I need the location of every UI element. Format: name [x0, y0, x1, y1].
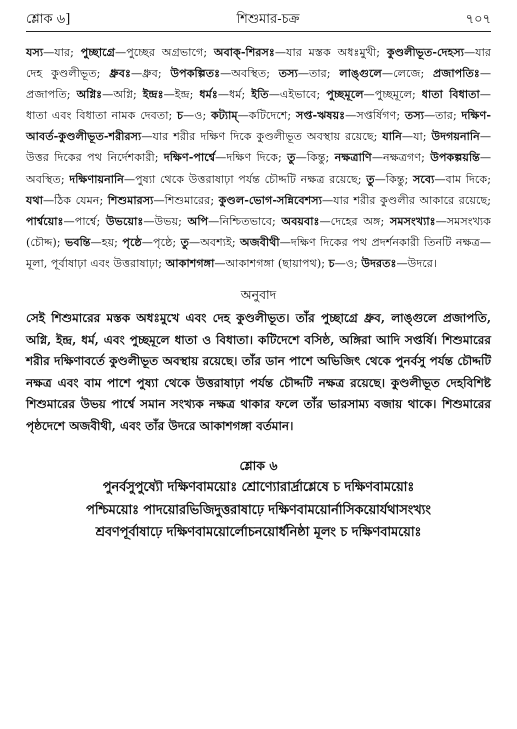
glossary-entry: দক্ষিণায়নানি—পুষ্যা থেকে উত্তরাষাঢ়া পর্যন্ত চৌদ্দটি নক্ষত্র রয়েছে	[69, 171, 358, 186]
glossary-term: ভবন্তি	[65, 234, 91, 249]
glossary-term: তু	[287, 150, 296, 165]
glossary-meaning: যার শরীর দক্ষিণ দিকে কুণ্ডলীভূত অবস্থায় রয়েছে	[152, 130, 374, 144]
glossary-meaning: প্রজাপতি	[26, 88, 67, 102]
glossary-meaning: দক্ষিণ দিকে	[226, 151, 278, 165]
glossary-term: সমসংখ্যাঃ	[389, 213, 436, 228]
verse-line: পুনর্বসুপুষ্যৌ দক্ষিণবাময়োঃ শ্রোণ্যোরার্দ্রাশ্লেষে চ দক্ষিণবাময়োঃ	[102, 480, 415, 496]
glossary-meaning: পৃষ্ঠে	[152, 235, 173, 249]
glossary-term: তু	[366, 171, 375, 186]
glossary-term: উদরতঃ	[361, 255, 397, 270]
glossary-term: শিশুমারস্য	[107, 192, 154, 207]
glossary-meaning: তার	[435, 109, 453, 123]
glossary-meaning: অবস্থিত	[26, 172, 61, 186]
glossary-meaning: যার দেহ কুণ্ডলীভূত	[26, 46, 492, 81]
glossary-term: পৃষ্ঠে	[122, 234, 142, 249]
glossary-term: লাঙ্গুলে	[339, 66, 382, 81]
glossary-term: সব্যে	[412, 171, 435, 186]
glossary-meaning: উত্তর দিকের পথ নির্দেশকারী	[26, 151, 155, 165]
glossary-term: সপ্ত-ঋষয়ঃ	[295, 108, 346, 123]
glossary-term: অগ্নিঃ	[76, 87, 103, 102]
glossary-entry: পার্শ্বয়োঃ—পার্শ্বে	[26, 213, 97, 228]
glossary-meaning: ইন্দ্র	[174, 88, 190, 102]
glossary-entry: ধাতা বিধাতা—ধাতা এবং বিধাতা নামক দেবতা	[26, 87, 491, 123]
header-verse-ref: শ্লোক ৬]	[26, 12, 71, 27]
glossary-entry: নক্ষত্রাণি—নক্ষত্রগণ	[334, 150, 422, 165]
glossary-term: দক্ষিণ-পার্শ্বে	[163, 150, 216, 165]
glossary-entry: উদরতঃ—উদরে	[361, 255, 433, 270]
glossary-meaning: পার্শ্বে	[74, 214, 97, 228]
glossary-term: উপকল্পিতঃ	[170, 66, 221, 81]
glossary-meaning: সমসংখ্যক (চৌদ্দ)	[26, 214, 491, 249]
glossary-entry: তু—কিন্তু	[366, 171, 405, 186]
glossary-meaning: ধর্ম	[229, 88, 242, 102]
glossary-entry: অগ্নিঃ—অগ্নি	[76, 87, 133, 102]
glossary-term: দক্ষিণায়নানি	[69, 171, 124, 186]
glossary-meaning: এইভাবে	[279, 88, 317, 102]
glossary-term: অপি	[187, 213, 209, 228]
glossary-entry: উপকল্পয়ন্তি—অবস্থিত	[26, 150, 492, 186]
glossary-entry: যথা—ঠিক যেমন	[26, 192, 100, 207]
glossary-meaning: লেজে	[393, 67, 421, 81]
glossary-term: ধাতা বিধাতা	[421, 87, 480, 102]
header-rule	[26, 31, 491, 32]
glossary-meaning: তার	[309, 67, 327, 81]
glossary-entry: সব্যে—বাম দিকে	[412, 171, 488, 186]
glossary-entry: কুণ্ডল-ভোগ-সন্নিবেশস্য—যার শরীর কুণ্ডলীর আকারে রয়েছে	[218, 192, 488, 207]
glossary-entry: উদগয়নানি—উত্তর দিকের পথ নির্দেশকারী	[26, 129, 491, 165]
glossary-term: কুণ্ডল-ভোগ-সন্নিবেশস্য	[218, 192, 322, 207]
glossary-term: কুণ্ডলীভূত-দেহস্য	[386, 45, 464, 59]
glossary-term: উভয়োঃ	[105, 213, 144, 228]
glossary-entry: কুণ্ডলীভূত-দেহস্য—যার দেহ কুণ্ডলীভূত	[26, 45, 492, 81]
running-header	[26, 10, 491, 32]
glossary-meaning: হয়	[101, 235, 115, 249]
glossary-meaning: কিন্তু	[385, 172, 405, 186]
header-chapter-title: শিশুমার-চক্র	[236, 12, 300, 27]
glossary-term: ধ্রুবঃ	[109, 66, 131, 81]
glossary-meaning: ও	[194, 109, 203, 123]
glossary-term: ধর্মঃ	[199, 87, 218, 102]
glossary-term: ইন্দ্রঃ	[142, 87, 164, 102]
glossary-meaning: কটিদেশে	[248, 109, 288, 123]
glossary-entry: দক্ষিণ-পার্শ্বে—দক্ষিণ দিকে	[163, 150, 278, 165]
glossary-meaning: দক্ষিণ দিকের পথ প্রদর্শনকারী তিনটি নক্ষত্র—মূলা, পূর্বাষাঢ়া এবং উত্তরাষাঢ়া	[26, 235, 492, 270]
glossary-meaning: কিন্তু	[306, 151, 326, 165]
glossary-term: উদগয়নানি	[431, 129, 480, 144]
glossary-term: অজবীথী	[240, 234, 280, 249]
glossary-meaning: ধাতা এবং বিধাতা নামক দেবতা	[26, 109, 169, 123]
glossary-term: নক্ষত্রাণি	[334, 150, 372, 165]
glossary-entry: অবাক্-শিরসঃ—যার মস্তক অধঃমুখী	[213, 45, 377, 59]
glossary-meaning: পুষ্যা থেকে উত্তরাষাঢ়া পর্যন্ত চৌদ্দটি নক্ষত্র রয়েছে	[135, 172, 358, 186]
glossary-term: ইতি	[251, 87, 269, 102]
glossary-term: যস্য	[26, 45, 44, 59]
glossary-entry: তস্য—তার	[278, 66, 327, 81]
glossary-term: দক্ষিণ-আবর্ত-কুণ্ডলীভূত-শরীরস্য	[26, 108, 492, 144]
word-meanings-paragraph: যস্য—যার; পুচ্ছাগ্রে—পুচ্ছের অগ্রভাগে; অবাক্-শিরসঃ—যার মস্তক অধঃমুখী; কুণ্ডলীভূত-দেহস্য—যার দেহ কুণ্ডলীভূত; ধ্রুবঃ—ধ্রুব; উপকল্পিতঃ—অবস্থিত; তস্য—তার; লাঙ্গুলে—লেজে; প্রজাপতিঃ—প্রজাপতি; অগ্নিঃ—অগ্নি; ইন্দ্রঃ—ইন্দ্র; ধর্মঃ—ধর্ম; ইতি—এইভাবে; পুচ্ছমূলে—পুচ্ছমূলে; ধাতা বিধাতা—ধাতা এবং বিধাতা নামক দেবতা; চ—ও; কট্যাম্—কটিদেশে; সপ্ত-ঋষয়ঃ—সপ্তর্ষিগণ; তস্য—তার; দক্ষিণ-আবর্ত-কুণ্ডলীভূত-শরীরস্য—যার শরীর দক্ষিণ দিকে কুণ্ডলীভূত অবস্থায় রয়েছে; যানি—যা; উদগয়নানি—উত্তর দিকের পথ নির্দেশকারী; দক্ষিণ-পার্শ্বে—দক্ষিণ দিকে; তু—কিন্তু; নক্ষত্রাণি—নক্ষত্রগণ; উপকল্পয়ন্তি—অবস্থিত; দক্ষিণায়নানি—পুষ্যা থেকে উত্তরাষাঢ়া পর্যন্ত চৌদ্দটি নক্ষত্র রয়েছে; তু—কিন্তু; সব্যে—বাম দিকে; যথা—ঠিক যেমন; শিশুমারস্য—শিশুমারের; কুণ্ডল-ভোগ-সন্নিবেশস্য—যার শরীর কুণ্ডলীর আকারে রয়েছে; পার্শ্বয়োঃ—পার্শ্বে; উভয়োঃ—উভয়; অপি—নিশ্চিতভাবে; অবয়বাঃ—দেহের অঙ্গ; সমসংখ্যাঃ—সমসংখ্যক (চৌদ্দ); ভবন্তি—হয়; পৃষ্ঠে—পৃষ্ঠে; তু—অবশ্যই; অজবীথী—দক্ষিণ দিকের পথ প্রদর্শনকারী তিনটি নক্ষত্র—মূলা, পূর্বাষাঢ়া এবং উত্তরাষাঢ়া; আকাশগঙ্গা—আকাশগঙ্গা (ছায়াপথ); চ—ও; উদরতঃ—উদরে।	[26, 45, 492, 270]
header-page-number: ৭০৭	[465, 12, 491, 27]
glossary-entry: যস্য—যার	[26, 45, 71, 59]
glossary-meaning: বাম দিকে	[445, 172, 488, 186]
glossary-meaning: অগ্নি	[113, 88, 133, 102]
glossary-entry: সমসংখ্যাঃ—সমসংখ্যক (চৌদ্দ)	[26, 213, 491, 249]
glossary-meaning: উভয়	[154, 214, 179, 228]
glossary-term: উপকল্পয়ন্তি	[430, 150, 480, 165]
translation-paragraph: সেই শিশুমারের মস্তক অধঃমুখে এবং দেহ কুণ্ডলীভূত। তাঁর পুচ্ছাগ্রে ধ্রুব, লাঙ্গুলে প্রজাপতি, অগ্নি, ইন্দ্র, ধর্ম, এবং পুচ্ছমূলে ধাতা ও বিধাতা। কটিদেশে বসিষ্ঠ, অঙ্গিরা আদি সপ্তর্ষি। শিশুমারের শরীর দক্ষিণাবর্তে কুণ্ডলীভূত অবস্থায় রয়েছে। তাঁর ডান পাশে অভিজিৎ থেকে পুনর্বসু পর্যন্ত চৌদ্দটি নক্ষত্র এবং বাম পাশে পুষ্যা থেকে উত্তরাষাঢ়া পর্যন্ত চৌদ্দটি নক্ষত্র রয়েছে। কুণ্ডলীভূত দেহবিশিষ্ট শিশুমারের উভয় পার্শ্বে সমান সংখ্যক নক্ষত্র থাকার ফলে তাঁর ভারসাম্য বজায় থাকে। শিশুমারের পৃষ্ঠদেশে অজবীথী, এবং তাঁর উদরে আকাশগঙ্গা বর্তমান।	[26, 311, 491, 433]
glossary-term: তু	[180, 234, 190, 249]
glossary-entry: অজবীথী—দক্ষিণ দিকের পথ প্রদর্শনকারী তিনটি নক্ষত্র—মূলা, পূর্বাষাঢ়া এবং উত্তরাষাঢ়া	[26, 234, 492, 270]
glossary-term: চ	[328, 255, 335, 270]
glossary-meaning: আকাশগঙ্গা (ছায়াপথ)	[225, 256, 322, 270]
glossary-term: পুচ্ছমূলে	[326, 87, 364, 102]
glossary-meaning: যার	[54, 46, 71, 59]
glossary-term: যথা	[26, 192, 43, 207]
glossary-meaning: পুচ্ছের অগ্রভাগে	[126, 46, 204, 59]
glossary-entry: ইতি—এইভাবে	[251, 87, 317, 102]
glossary-entry: কট্যাম্—কটিদেশে	[210, 108, 288, 123]
glossary-meaning: ঠিক যেমন	[54, 193, 100, 207]
glossary-term: আকাশগঙ্গা	[165, 255, 215, 270]
glossary-term: তস্য	[404, 108, 424, 123]
glossary-entry: তু—অবশ্যই	[180, 234, 232, 249]
glossary-meaning: ধ্রুব	[142, 67, 158, 81]
glossary-meaning: যার শরীর কুণ্ডলীর আকারে রয়েছে	[333, 193, 488, 207]
glossary-meaning: সপ্তর্ষিগণ	[356, 109, 397, 123]
glossary-meaning: দেহের অঙ্গ	[330, 214, 381, 228]
verse-number: শ্লোক ৬	[239, 458, 278, 474]
glossary-entry: যানি—যা	[382, 129, 423, 144]
glossary-term: অবয়বাঃ	[281, 213, 320, 228]
glossary-meaning: নক্ষত্রগণ	[383, 151, 422, 165]
glossary-meaning: শিশুমারের	[164, 193, 211, 207]
glossary-entry: উপকল্পিতঃ—অবস্থিত	[170, 66, 267, 81]
glossary-entry: পৃষ্ঠে—পৃষ্ঠে	[122, 234, 173, 249]
glossary-entry: আকাশগঙ্গা—আকাশগঙ্গা (ছায়াপথ)	[165, 255, 322, 270]
glossary-meaning: ও	[345, 256, 355, 270]
glossary-entry: ভবন্তি—হয়	[65, 234, 115, 249]
glossary-term: অবাক্-শিরসঃ	[213, 45, 275, 59]
glossary-meaning: যার মস্তক অধঃমুখী	[286, 46, 377, 59]
glossary-entry: অপি—নিশ্চিতভাবে	[187, 213, 272, 228]
verse-line: শ্রবণপূর্বাষাঢ়ে দক্ষিণবাময়োর্লোচনয়োর্ধনিষ্ঠা মূলং চ দক্ষিণবাময়োঃ	[95, 525, 422, 541]
glossary-entry: ধ্রুবঃ—ধ্রুব	[109, 66, 158, 81]
glossary-entry: সপ্ত-ঋষয়ঃ—সপ্তর্ষিগণ	[295, 108, 397, 123]
glossary-entry: প্রজাপতিঃ—প্রজাপতি	[26, 66, 491, 102]
glossary-entry: তস্য—তার	[404, 108, 453, 123]
glossary-meaning: অবশ্যই	[200, 235, 232, 249]
glossary-entry: উভয়োঃ—উভয়	[105, 213, 179, 228]
glossary-entry: পুচ্ছমূলে—পুচ্ছমূলে	[326, 87, 412, 102]
glossary-entry: ইন্দ্রঃ—ইন্দ্র	[142, 87, 190, 102]
glossary-term: প্রজাপতিঃ	[433, 66, 480, 81]
glossary-term: চ	[177, 108, 184, 123]
glossary-entry: শিশুমারস্য—শিশুমারের	[107, 192, 211, 207]
glossary-meaning: যা	[413, 130, 423, 144]
glossary-entry: দক্ষিণ-আবর্ত-কুণ্ডলীভূত-শরীরস্য—যার শরীর দক্ষিণ দিকে কুণ্ডলীভূত অবস্থায় রয়েছে	[26, 108, 492, 144]
glossary-term: যানি	[382, 129, 402, 144]
glossary-entry: চ—ও	[328, 255, 355, 270]
glossary-meaning: উদরে	[407, 256, 433, 270]
glossary-meaning: নিশ্চিতভাবে	[219, 214, 272, 228]
glossary-entry: অবয়বাঃ—দেহের অঙ্গ	[281, 213, 381, 228]
glossary-meaning: পুচ্ছমূলে	[374, 88, 412, 102]
glossary-meaning: অবস্থিত	[231, 67, 267, 81]
verse-line: পশ্চিময়োঃ পাদয়োরভিজিদুত্তরাষাঢ়ে দক্ষিণবাময়োর্নাসিকয়োর্যথাসংখ্যং	[86, 502, 431, 518]
glossary-term: কট্যাম্	[210, 108, 238, 123]
translation-heading: অনুবাদ	[240, 287, 277, 303]
glossary-entry: পুচ্ছাগ্রে—পুচ্ছের অগ্রভাগে	[80, 45, 204, 59]
glossary-term: পুচ্ছাগ্রে	[80, 45, 116, 59]
glossary-entry: তু—কিন্তু	[287, 150, 326, 165]
glossary-term: তস্য	[278, 66, 298, 81]
verse-text	[26, 477, 491, 545]
glossary-entry: লাঙ্গুলে—লেজে	[339, 66, 421, 81]
glossary-entry: চ—ও	[177, 108, 203, 123]
word-meanings	[26, 42, 491, 274]
glossary-entry: ধর্মঃ—ধর্ম	[199, 87, 242, 102]
glossary-term: পার্শ্বয়োঃ	[26, 213, 64, 228]
